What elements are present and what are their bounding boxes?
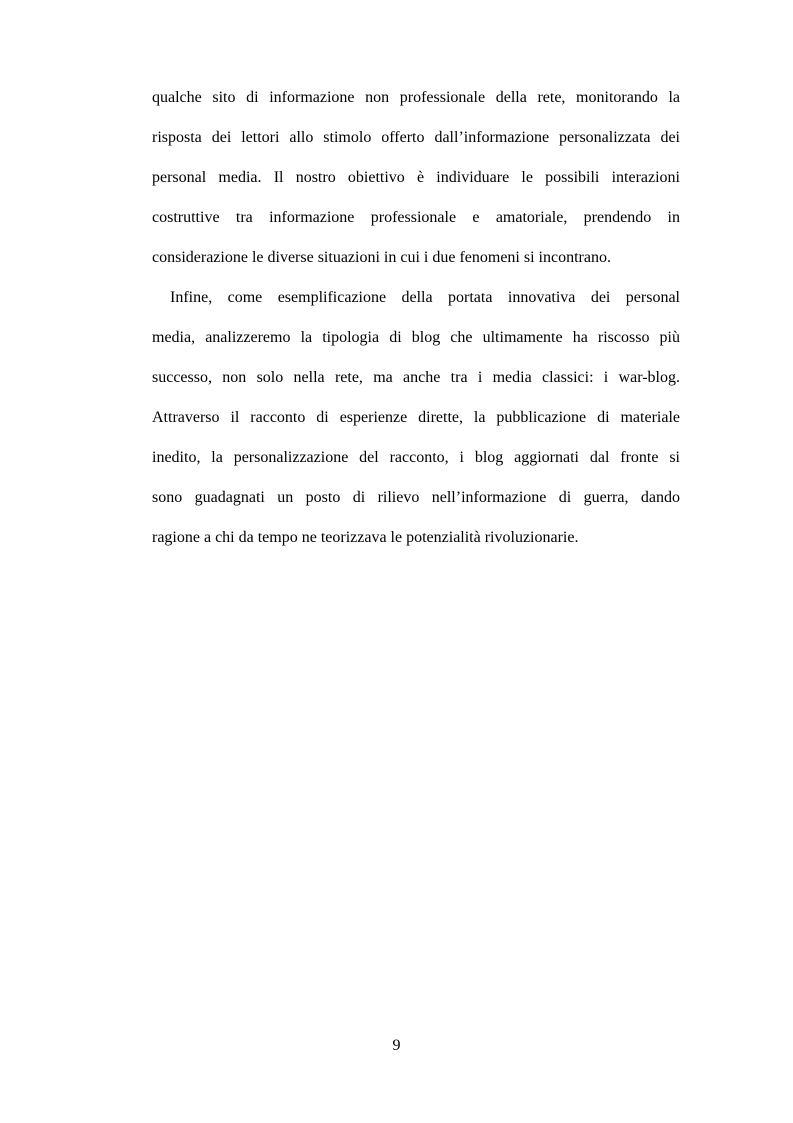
- body-text: [152, 88, 680, 568]
- text-line: Infine, come esemplificazione della portata innovativa dei personal: [170, 289, 680, 306]
- text-line: Attraverso il racconto di esperienze dirette, la pubblicazione di materiale: [152, 409, 680, 426]
- paragraph-1: [152, 88, 680, 268]
- text-line: sono guadagnati un posto di rilievo nell’informazione di guerra, dando: [152, 489, 680, 506]
- text-line: personal media. Il nostro obiettivo è individuare le possibili interazioni: [152, 169, 680, 186]
- text-line: successo, non solo nella rete, ma anche tra i media classici: i war-blog.: [152, 369, 680, 386]
- text-line: inedito, la personalizzazione del racconto, i blog aggiornati dal fronte si: [152, 449, 680, 466]
- text-line: considerazione le diverse situazioni in cui i due fenomeni si incontrano.: [152, 249, 611, 266]
- paragraph-2: [152, 288, 680, 548]
- text-line: costruttive tra informazione professionale e amatoriale, prendendo in: [152, 209, 680, 226]
- page-number: 9: [392, 1037, 401, 1054]
- text-line: ragione a chi da tempo ne teorizzava le potenzialità rivoluzionarie.: [152, 529, 579, 546]
- text-line: risposta dei lettori allo stimolo offerto dall’informazione personalizzata dei: [152, 129, 680, 146]
- text-line: qualche sito di informazione non professionale della rete, monitorando la: [152, 89, 680, 106]
- text-line: media, analizzeremo la tipologia di blog che ultimamente ha riscosso più: [152, 329, 680, 346]
